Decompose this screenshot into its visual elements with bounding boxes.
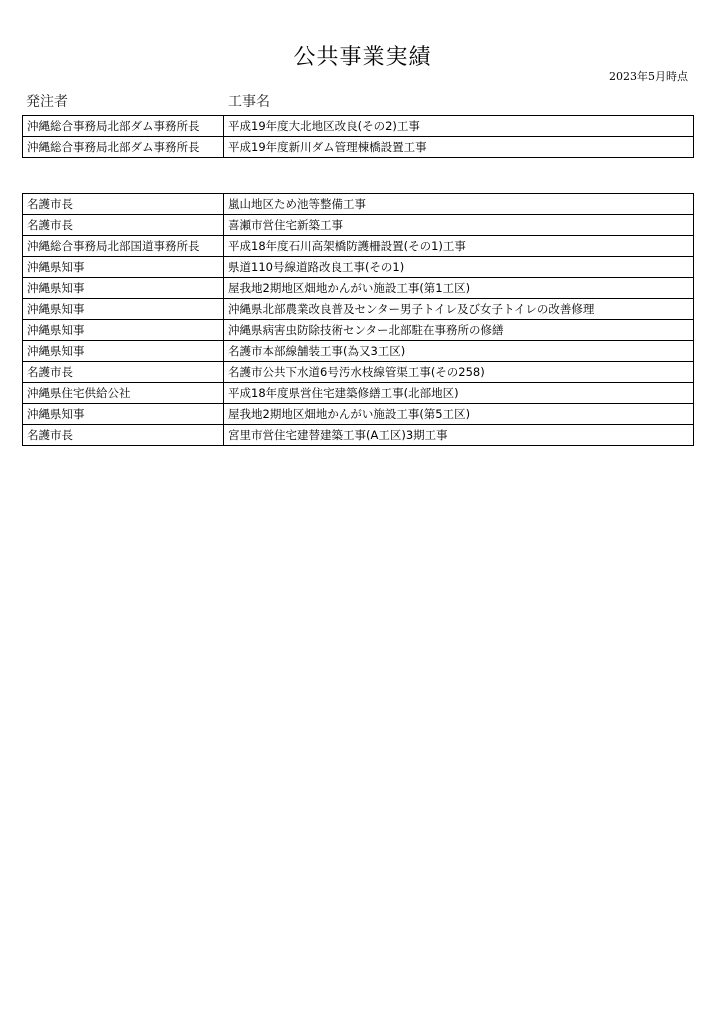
table-row	[23, 194, 694, 215]
column-header-work-name: 工事名	[228, 94, 270, 110]
work-name-cell: 沖縄県病害虫防除技術センター北部駐在事務所の修繕	[224, 320, 694, 341]
page-title: 公共事業実績	[293, 45, 432, 70]
table-row	[23, 215, 694, 236]
results-table-bottom	[22, 193, 694, 446]
table-row	[23, 257, 694, 278]
orderer-cell: 沖縄総合事務局北部ダム事務所長	[23, 137, 224, 158]
orderer-cell: 沖縄県知事	[23, 341, 224, 362]
column-header-orderer: 発注者	[26, 94, 68, 110]
work-name-cell: 平成19年度新川ダム管理棟橋設置工事	[224, 137, 694, 158]
orderer-cell: 沖縄県知事	[23, 278, 224, 299]
table-row	[23, 236, 694, 257]
work-name-cell: 沖縄県北部農業改良普及センター男子トイレ及び女子トイレの改善修理	[224, 299, 694, 320]
work-name-cell: 宮里市営住宅建替建築工事(A工区)3期工事	[224, 425, 694, 446]
work-name-cell: 屋我地2期地区畑地かんがい施設工事(第1工区)	[224, 278, 694, 299]
work-name-cell: 名護市本部線舗装工事(為又3工区)	[224, 341, 694, 362]
orderer-cell: 沖縄総合事務局北部ダム事務所長	[23, 116, 224, 137]
table-row	[23, 341, 694, 362]
work-name-cell: 名護市公共下水道6号汚水枝線管渠工事(その258)	[224, 362, 694, 383]
work-name-cell: 県道110号線道路改良工事(その1)	[224, 257, 694, 278]
work-name-cell: 平成18年度県営住宅建築修繕工事(北部地区)	[224, 383, 694, 404]
orderer-cell: 沖縄県知事	[23, 299, 224, 320]
table-row	[23, 404, 694, 425]
table-row	[23, 116, 694, 137]
results-table-top	[22, 115, 694, 158]
table-row	[23, 362, 694, 383]
table-row	[23, 320, 694, 341]
work-name-cell: 平成18年度石川高架橋防護柵設置(その1)工事	[224, 236, 694, 257]
orderer-cell: 沖縄県住宅供給公社	[23, 383, 224, 404]
table-row	[23, 278, 694, 299]
as-of-date: 2023年5月時点	[609, 70, 688, 83]
work-name-cell: 喜瀬市営住宅新築工事	[224, 215, 694, 236]
orderer-cell: 沖縄県知事	[23, 257, 224, 278]
orderer-cell: 名護市長	[23, 215, 224, 236]
work-name-cell: 平成19年度大北地区改良(その2)工事	[224, 116, 694, 137]
orderer-cell: 名護市長	[23, 194, 224, 215]
work-name-cell: 嵐山地区ため池等整備工事	[224, 194, 694, 215]
table-row	[23, 299, 694, 320]
orderer-cell: 沖縄県知事	[23, 404, 224, 425]
table-row	[23, 425, 694, 446]
work-name-cell: 屋我地2期地区畑地かんがい施設工事(第5工区)	[224, 404, 694, 425]
table-row	[23, 137, 694, 158]
orderer-cell: 名護市長	[23, 425, 224, 446]
orderer-cell: 名護市長	[23, 362, 224, 383]
orderer-cell: 沖縄県知事	[23, 320, 224, 341]
table-row	[23, 383, 694, 404]
orderer-cell: 沖縄総合事務局北部国道事務所長	[23, 236, 224, 257]
